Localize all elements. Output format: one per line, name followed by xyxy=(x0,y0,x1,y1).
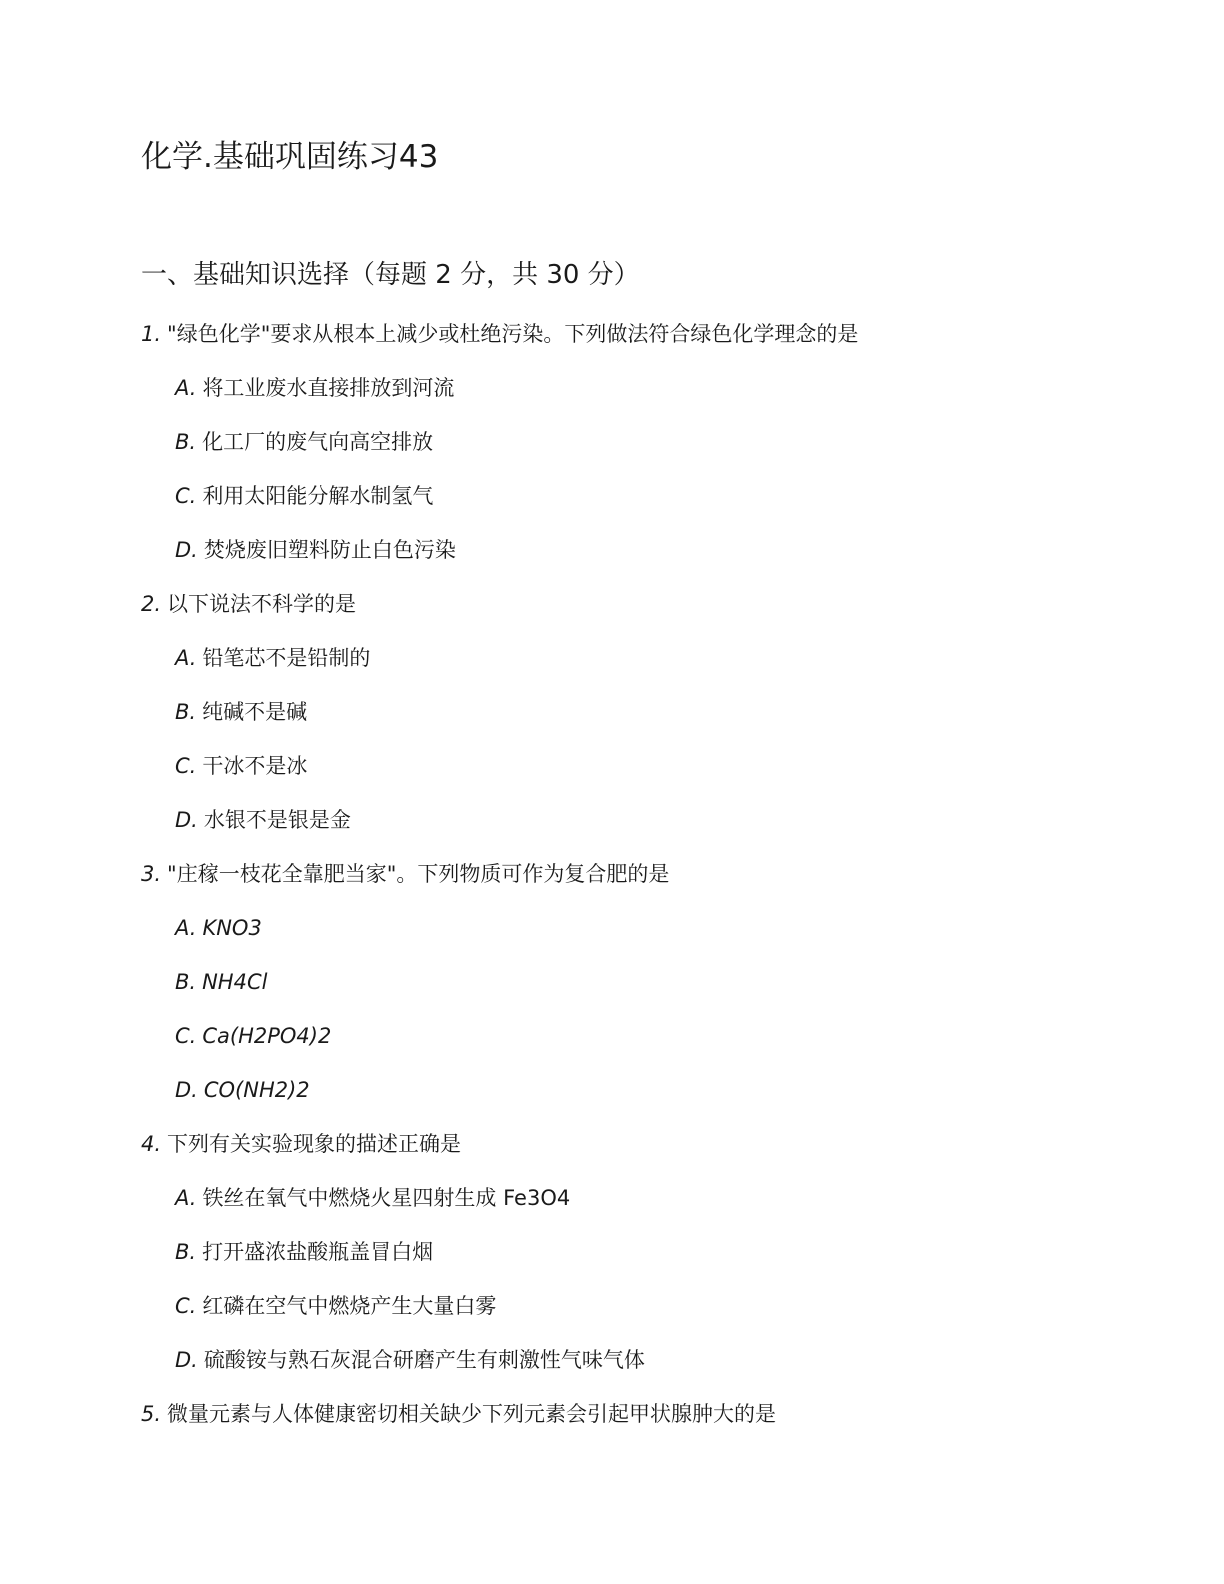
question-4-option-c xyxy=(141,1288,1141,1342)
option-text: CO(NH2)2 xyxy=(203,1078,310,1102)
option-letter: A. xyxy=(175,646,197,670)
question-4-option-a xyxy=(141,1180,1141,1234)
question-3-option-c xyxy=(141,1018,1141,1072)
option-letter: D. xyxy=(175,1348,198,1372)
question-3-option-d xyxy=(141,1072,1141,1126)
option-letter: B. xyxy=(175,970,197,994)
question-number: 4. xyxy=(141,1132,162,1156)
option-text: 焚烧废旧塑料防止白色污染 xyxy=(203,538,456,562)
option-text: KNO3 xyxy=(202,916,262,940)
question-2-option-d xyxy=(141,802,1141,856)
option-letter: A. xyxy=(175,376,197,400)
option-text: 干冰不是冰 xyxy=(202,754,308,778)
question-2-stem xyxy=(141,586,1141,640)
option-letter: B. xyxy=(175,1240,197,1264)
question-text: "绿色化学"要求从根本上减少或杜绝污染。下列做法符合绿色化学理念的是 xyxy=(167,322,859,346)
question-text: 微量元素与人体健康密切相关缺少下列元素会引起甲状腺肿大的是 xyxy=(167,1402,777,1426)
option-text: 红磷在空气中燃烧产生大量白雾 xyxy=(202,1294,497,1318)
option-text: Ca(H2PO4)2 xyxy=(202,1024,332,1048)
question-1-option-c xyxy=(141,478,1141,532)
question-2-option-b xyxy=(141,694,1141,748)
question-1-option-a xyxy=(141,370,1141,424)
option-text: 利用太阳能分解水制氢气 xyxy=(202,484,434,508)
question-4-stem xyxy=(141,1126,1141,1180)
question-3-option-a xyxy=(141,910,1141,964)
option-text: 打开盛浓盐酸瓶盖冒白烟 xyxy=(202,1240,434,1264)
option-text: 纯碱不是碱 xyxy=(202,700,308,724)
option-letter: C. xyxy=(175,484,197,508)
question-number: 3. xyxy=(141,862,162,886)
question-number: 2. xyxy=(141,592,162,616)
option-letter: B. xyxy=(175,700,197,724)
section-heading: 一、基础知识选择（每题 2 分，共 30 分） xyxy=(141,260,640,290)
question-text: 以下说法不科学的是 xyxy=(167,592,357,616)
option-letter: A. xyxy=(175,1186,197,1210)
option-letter: D. xyxy=(175,538,198,562)
question-number: 1. xyxy=(141,322,162,346)
option-text: 将工业废水直接排放到河流 xyxy=(202,376,455,400)
question-number: 5. xyxy=(141,1402,162,1426)
question-text: 下列有关实验现象的描述正确是 xyxy=(167,1132,462,1156)
question-text: "庄稼一枝花全靠肥当家"。下列物质可作为复合肥的是 xyxy=(167,862,670,886)
option-text: 铁丝在氧气中燃烧火星四射生成 Fe3O4 xyxy=(202,1186,571,1210)
option-letter: D. xyxy=(175,808,198,832)
question-2-option-a xyxy=(141,640,1141,694)
option-text: 化工厂的废气向高空排放 xyxy=(202,430,434,454)
document-title: 化学.基础巩固练习43 xyxy=(141,139,439,175)
option-letter: C. xyxy=(175,1024,197,1048)
question-5-stem xyxy=(141,1396,1141,1450)
option-letter: C. xyxy=(175,754,197,778)
question-4-option-b xyxy=(141,1234,1141,1288)
option-letter: A. xyxy=(175,916,197,940)
option-letter: D. xyxy=(175,1078,198,1102)
option-text: 水银不是银是金 xyxy=(203,808,351,832)
question-3-stem xyxy=(141,856,1141,910)
option-text: 铅笔芯不是铅制的 xyxy=(202,646,371,670)
question-3-option-b xyxy=(141,964,1141,1018)
question-4-option-d xyxy=(141,1342,1141,1396)
question-1-option-b xyxy=(141,424,1141,478)
question-1-stem xyxy=(141,316,1141,370)
option-text: NH4Cl xyxy=(202,970,268,994)
option-letter: B. xyxy=(175,430,197,454)
question-1-option-d xyxy=(141,532,1141,586)
question-list xyxy=(141,316,1141,1450)
option-text: 硫酸铵与熟石灰混合研磨产生有刺激性气味气体 xyxy=(203,1348,645,1372)
option-letter: C. xyxy=(175,1294,197,1318)
question-2-option-c xyxy=(141,748,1141,802)
